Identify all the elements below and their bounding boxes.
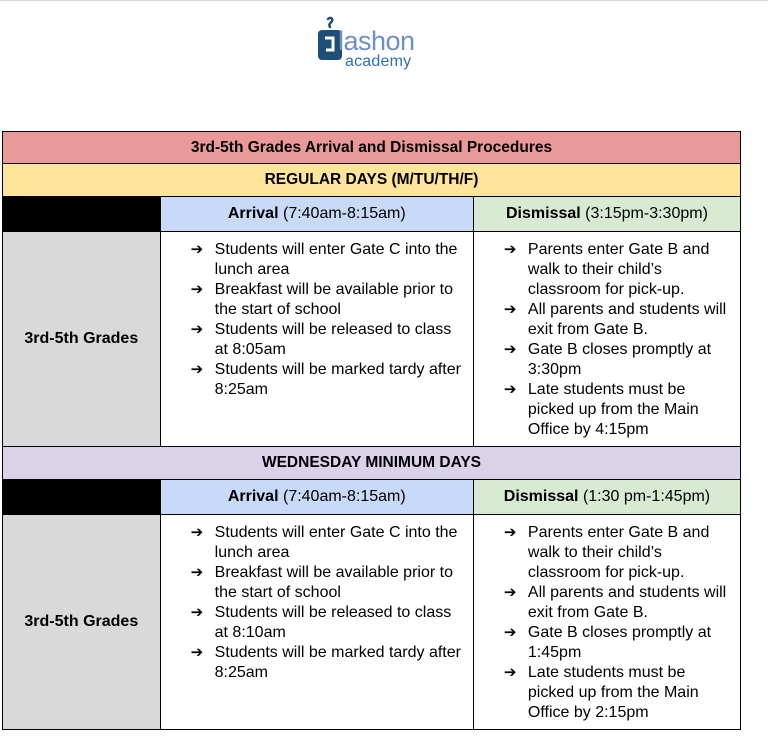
dismissal-list-cell (473, 232, 740, 447)
arrival-list (161, 232, 473, 406)
arrow-icon: ➔ (503, 381, 517, 398)
school-logo (316, 16, 436, 70)
arrow-icon: ➔ (503, 664, 517, 681)
list-item-text: All parents and students will exit from Gate B. (527, 584, 727, 621)
arrow-icon: ➔ (190, 281, 204, 298)
list-item-text: Students will be released to class at 8:10am (214, 604, 452, 641)
dismissal-header (473, 480, 740, 515)
schedule-table (2, 131, 741, 730)
blank-header-cell (3, 480, 161, 515)
list-item (474, 240, 734, 300)
dismissal-time: (1:30 pm-1:45pm) (582, 488, 711, 505)
table-title-row (3, 132, 741, 164)
list-item (161, 360, 467, 400)
procedure-row (3, 515, 741, 730)
arrow-icon: ➔ (503, 524, 517, 541)
list-item (161, 280, 467, 320)
table-title: 3rd-5th Grades Arrival and Dismissal Procedures (3, 132, 741, 164)
arrow-icon: ➔ (190, 524, 204, 541)
list-item-text: Students will be marked tardy after 8:25am (214, 644, 461, 681)
grade-label: 3rd-5th Grades (3, 232, 161, 447)
list-item-text: Gate B closes promptly at 1:45pm (527, 624, 712, 661)
list-item (474, 340, 734, 380)
list-item-text: Late students must be picked up from the Main Office by 2:15pm (527, 664, 699, 721)
section-header-row (3, 164, 741, 197)
list-item-text: Students will be marked tardy after 8:25am (214, 361, 461, 398)
list-item (161, 563, 467, 603)
list-item-text: Students will be released to class at 8:05am (214, 321, 452, 358)
procedure-row (3, 232, 741, 447)
grade-label: 3rd-5th Grades (3, 515, 161, 730)
list-item (161, 603, 467, 643)
list-item-text: Breakfast will be available prior to the start of school (214, 281, 453, 318)
regular-days-header: REGULAR DAYS (M/TU/TH/F) (3, 164, 741, 197)
column-header-row (3, 197, 741, 232)
arrow-icon: ➔ (190, 564, 204, 581)
dismissal-label: Dismissal (503, 488, 579, 505)
arrow-icon: ➔ (503, 341, 517, 358)
list-item-text: Gate B closes promptly at 3:30pm (527, 341, 712, 378)
dismissal-label: Dismissal (506, 205, 581, 222)
list-item (161, 240, 467, 280)
dismissal-list (474, 515, 740, 729)
arrival-label: Arrival (227, 205, 279, 222)
arrival-label: Arrival (227, 488, 279, 505)
list-item-text: Breakfast will be available prior to the start of school (214, 564, 453, 601)
list-item (474, 663, 734, 723)
list-item-text: Students will enter Gate C into the lunch area (214, 241, 458, 278)
list-item (474, 380, 734, 440)
arrow-icon: ➔ (503, 584, 517, 601)
list-item-text: Students will enter Gate C into the lunch area (214, 524, 458, 561)
dismissal-list (474, 232, 740, 446)
arrival-list (161, 515, 473, 689)
arrival-list-cell (160, 232, 473, 447)
blank-header-cell (3, 197, 161, 232)
list-item (161, 643, 467, 683)
logo-text-academy: academy (345, 53, 412, 70)
arrival-list-cell (160, 515, 473, 730)
arrival-time: (7:40am-8:15am) (282, 488, 406, 505)
arrow-icon: ➔ (190, 361, 204, 378)
arrow-icon: ➔ (190, 644, 204, 661)
dismissal-list-cell (473, 515, 740, 730)
list-item-text: Parents enter Gate B and walk to their child’s classroom for pick-up. (527, 524, 710, 581)
arrow-icon: ➔ (503, 241, 517, 258)
arrival-time: (7:40am-8:15am) (282, 205, 406, 222)
arrow-icon: ➔ (190, 604, 204, 621)
list-item (474, 623, 734, 663)
list-item-text: Late students must be picked up from the Main Office by 4:15pm (527, 381, 699, 438)
logo-text-lashon: lashon (338, 26, 415, 56)
list-item-text: All parents and students will exit from Gate B. (527, 301, 727, 338)
list-item (474, 300, 734, 340)
page-top-border (0, 0, 768, 1)
arrow-icon: ➔ (503, 301, 517, 318)
arrival-header (160, 197, 473, 232)
arrow-icon: ➔ (503, 624, 517, 641)
arrow-icon: ➔ (190, 321, 204, 338)
wednesday-header: WEDNESDAY MINIMUM DAYS (3, 447, 741, 480)
list-item (474, 583, 734, 623)
list-item-text: Parents enter Gate B and walk to their child’s classroom for pick-up. (527, 241, 710, 298)
arrival-header (160, 480, 473, 515)
list-item (161, 523, 467, 563)
dismissal-time: (3:15pm-3:30pm) (585, 205, 708, 222)
section-header-row (3, 447, 741, 480)
arrow-icon: ➔ (190, 241, 204, 258)
list-item (161, 320, 467, 360)
list-item (474, 523, 734, 583)
dismissal-header (473, 197, 740, 232)
column-header-row (3, 480, 741, 515)
